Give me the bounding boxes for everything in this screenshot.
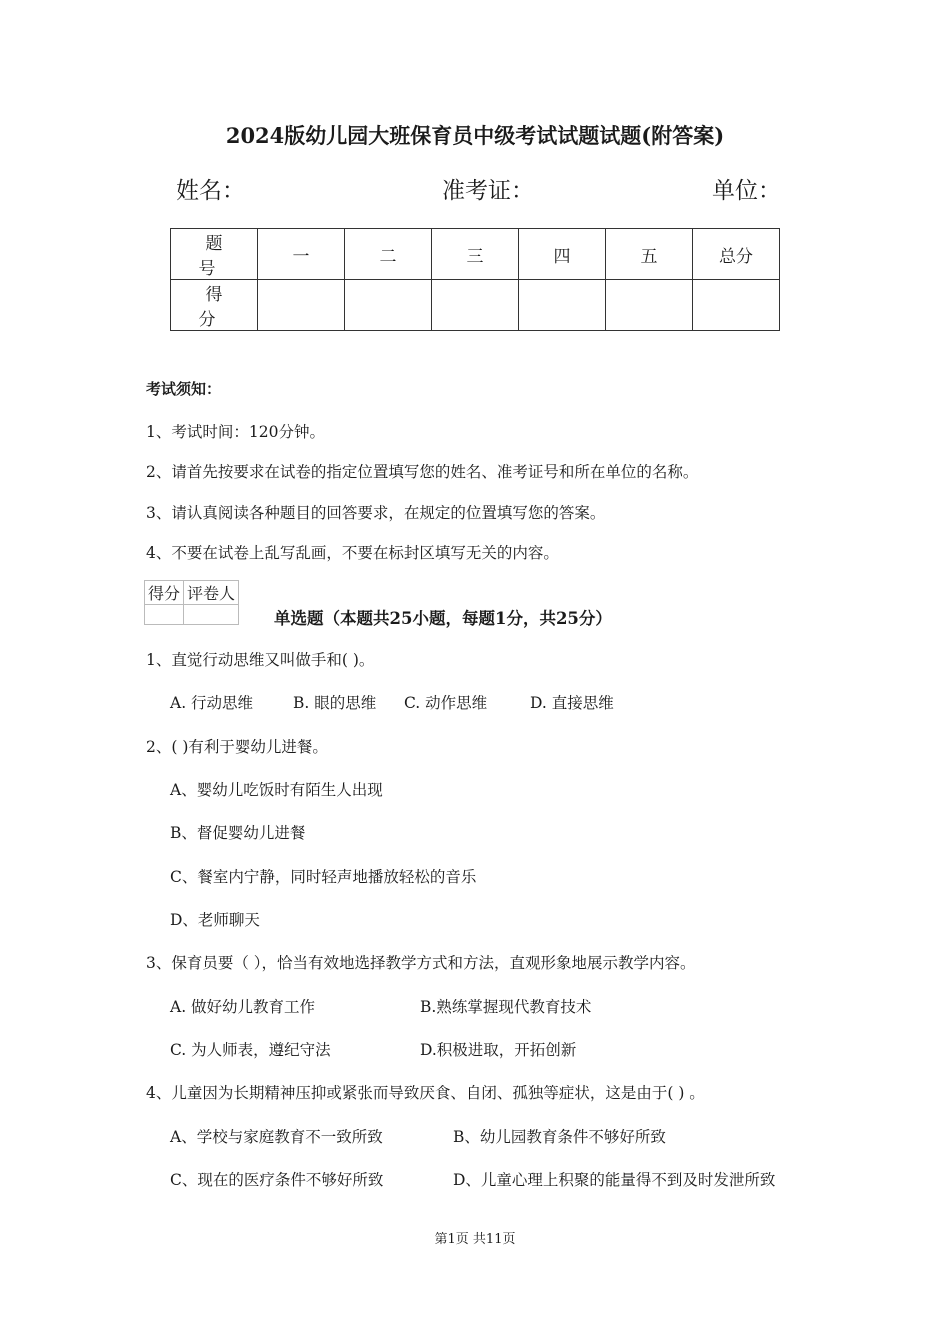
option: A、婴幼儿吃饭时有陌生人出现 xyxy=(170,781,383,799)
score-input-cell[interactable] xyxy=(606,280,693,331)
option: C. 为人师表，遵纪守法 xyxy=(170,1041,331,1059)
score-table-cell: 得 分 xyxy=(171,280,258,331)
option: B. 眼的思维 xyxy=(293,694,377,712)
score-table-header-row xyxy=(171,229,780,280)
option: C、餐室内宁静，同时轻声地播放轻松的音乐 xyxy=(170,868,477,886)
grader-table xyxy=(144,580,239,625)
score-table-cell: 二 xyxy=(345,229,432,280)
page-title: 2024版幼儿园大班保育员中级考试试题试题(附答案) xyxy=(225,123,725,148)
notice-item: 2、请首先按要求在试卷的指定位置填写您的姓名、准考证号和所在单位的名称。 xyxy=(146,463,699,481)
question-stem: 4、儿童因为长期精神压抑或紧张而导致厌食、自闭、孤独等症状，这是由于( ) 。 xyxy=(146,1084,705,1102)
score-input-cell[interactable] xyxy=(345,280,432,331)
score-table-cell: 题 号 xyxy=(171,229,258,280)
question-stem: 1、直觉行动思维又叫做手和( )。 xyxy=(146,651,375,669)
option: D、老师聊天 xyxy=(170,911,260,929)
score-table-cell: 五 xyxy=(606,229,693,280)
grader-score-label: 得分 xyxy=(145,581,184,605)
question-stem: 2、( )有利于婴幼儿进餐。 xyxy=(146,738,328,756)
page-footer: 第1页 共11页 xyxy=(434,1232,516,1247)
option: B、幼儿园教育条件不够好所致 xyxy=(453,1128,666,1146)
unit-field-label: 单位： xyxy=(712,178,781,204)
score-input-cell[interactable] xyxy=(258,280,345,331)
notice-title: 考试须知： xyxy=(146,380,222,398)
score-table-cell: 四 xyxy=(519,229,606,280)
grader-score-cell[interactable] xyxy=(145,605,184,625)
option: A. 行动思维 xyxy=(170,694,254,712)
notice-item: 1、考试时间：120分钟。 xyxy=(146,423,325,441)
question-stem: 3、保育员要（ ），恰当有效地选择教学方式和方法，直观形象地展示教学内容。 xyxy=(146,954,696,972)
score-table-cell: 三 xyxy=(432,229,519,280)
score-table-cell: 总分 xyxy=(693,229,780,280)
option: D.积极进取，开拓创新 xyxy=(420,1041,577,1059)
score-input-cell[interactable] xyxy=(693,280,780,331)
option: C、现在的医疗条件不够好所致 xyxy=(170,1171,384,1189)
score-table-score-row xyxy=(171,280,780,331)
name-field-label: 姓名： xyxy=(176,178,245,204)
score-input-cell[interactable] xyxy=(519,280,606,331)
grader-reviewer-cell[interactable] xyxy=(184,605,239,625)
exam-id-field-label: 准考证： xyxy=(442,178,534,204)
notice-item: 4、不要在试卷上乱写乱画，不要在标封区填写无关的内容。 xyxy=(146,544,559,562)
option: A. 做好幼儿教育工作 xyxy=(170,998,316,1016)
option: A、学校与家庭教育不一致所致 xyxy=(170,1128,383,1146)
score-table xyxy=(170,228,780,331)
option: D、儿童心理上积聚的能量得不到及时发泄所致 xyxy=(453,1171,776,1189)
notice-item: 3、请认真阅读各种题目的回答要求，在规定的位置填写您的答案。 xyxy=(146,504,606,522)
score-table-cell: 一 xyxy=(258,229,345,280)
option: B、督促婴幼儿进餐 xyxy=(170,824,306,842)
option: B.熟练掌握现代教育技术 xyxy=(420,998,592,1016)
section-title: 单选题（本题共25小题，每题1分，共25分） xyxy=(274,609,612,628)
score-input-cell[interactable] xyxy=(432,280,519,331)
option: D. 直接思维 xyxy=(530,694,614,712)
option: C. 动作思维 xyxy=(404,694,488,712)
grader-reviewer-label: 评卷人 xyxy=(184,581,239,605)
